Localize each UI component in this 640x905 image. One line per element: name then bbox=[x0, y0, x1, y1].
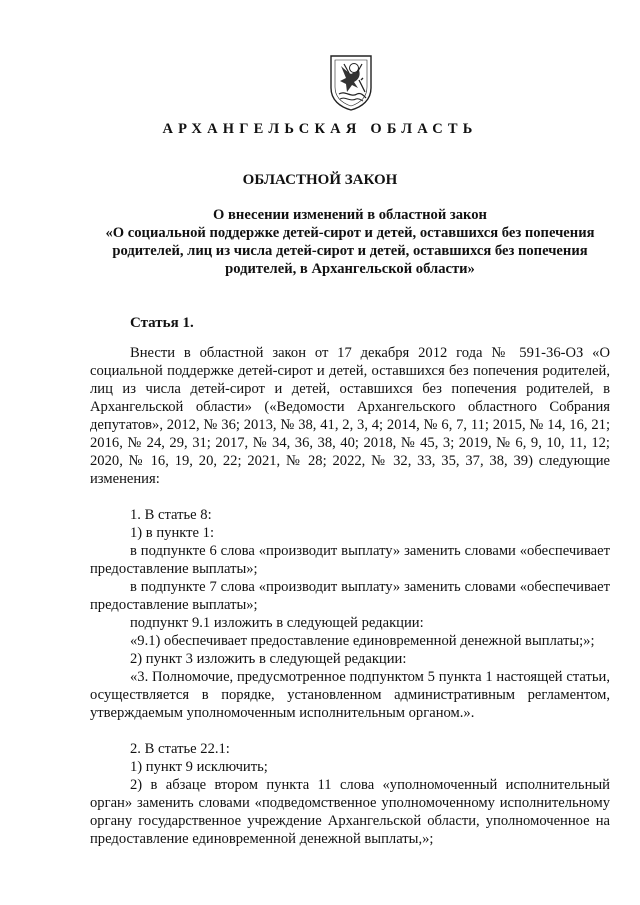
section-1-heading: 1. В статье 8: bbox=[130, 507, 212, 523]
article-heading: Статья 1. bbox=[130, 315, 194, 331]
arkhangelsk-coat-of-arms-icon bbox=[328, 54, 374, 112]
section-2-item: 1) пункт 9 исключить; bbox=[130, 759, 268, 775]
section-1-item: в подпункте 6 слова «производит выплату» заменить словами «обеспечивает предоставление выплаты»; bbox=[90, 543, 610, 577]
region-name: АРХАНГЕЛЬСКАЯ ОБЛАСТЬ bbox=[162, 121, 478, 137]
section-1-item: в подпункте 7 слова «производит выплату» заменить словами «обеспечивает предоставление выплаты»; bbox=[90, 579, 610, 613]
law-title-line: «О социальной поддержке детей-сирот и детей, оставшихся без попечения bbox=[105, 225, 595, 241]
law-title-line: О внесении изменений в областной закон bbox=[213, 207, 487, 223]
law-title-line: родителей, в Архангельской области» bbox=[225, 261, 475, 277]
section-1-item: «9.1) обеспечивает предоставление единовременной денежной выплаты;»; bbox=[130, 633, 595, 649]
section-1-item: 2) пункт 3 изложить в следующей редакции: bbox=[130, 651, 407, 667]
section-1-item: 1) в пункте 1: bbox=[130, 525, 215, 541]
law-title-line: родителей, лиц из числа детей-сирот и детей, оставшихся без попечения bbox=[112, 243, 588, 259]
section-1-item: «3. Полномочие, предусмотренное подпунктом 5 пункта 1 настоящей статьи, осуществляется в порядке, установленном административным регламентом, утверждаемым уполномоченным исполнительным органом.». bbox=[90, 669, 610, 721]
law-type: ОБЛАСТНОЙ ЗАКОН bbox=[242, 172, 398, 188]
section-2-item: 2) в абзаце втором пункта 11 слова «уполномоченный исполнительный орган» заменить словами «подведомственное уполномоченному исполнительному органу государственное учреждение Архангельской области, уполномоченное на предоставление единовременной денежной выплаты,»; bbox=[90, 777, 610, 847]
section-2-heading: 2. В статье 22.1: bbox=[130, 741, 230, 757]
article-body bbox=[90, 344, 610, 848]
law-title bbox=[90, 206, 610, 278]
article-intro: Внести в областной закон от 17 декабря 2012 года № 591-36-ОЗ «О социальной поддержке детей-сирот и детей, оставшихся без попечения родителей, лиц из числа детей-сирот и детей, оставшихся без попечения родителей, в Архангельской области» («Ведомости Архангельского областного Собрания депутатов», 2012, № 36; 2013, № 38, 41, 2, 3, 4; 2014, № 6, 7, 11; 2015, № 14, 16, 21; 2016, № 24, 29, 31; 2017, № 34, 36, 38, 40; 2018, № 45, 3; 2019, № 6, 9, 10, 11, 12; 2020, № 16, 19, 20, 22; 2021, № 28; 2022, № 32, 33, 35, 37, 38, 39) следующие изменения: bbox=[90, 345, 610, 487]
section-1-item: подпункт 9.1 изложить в следующей редакции: bbox=[130, 615, 424, 631]
